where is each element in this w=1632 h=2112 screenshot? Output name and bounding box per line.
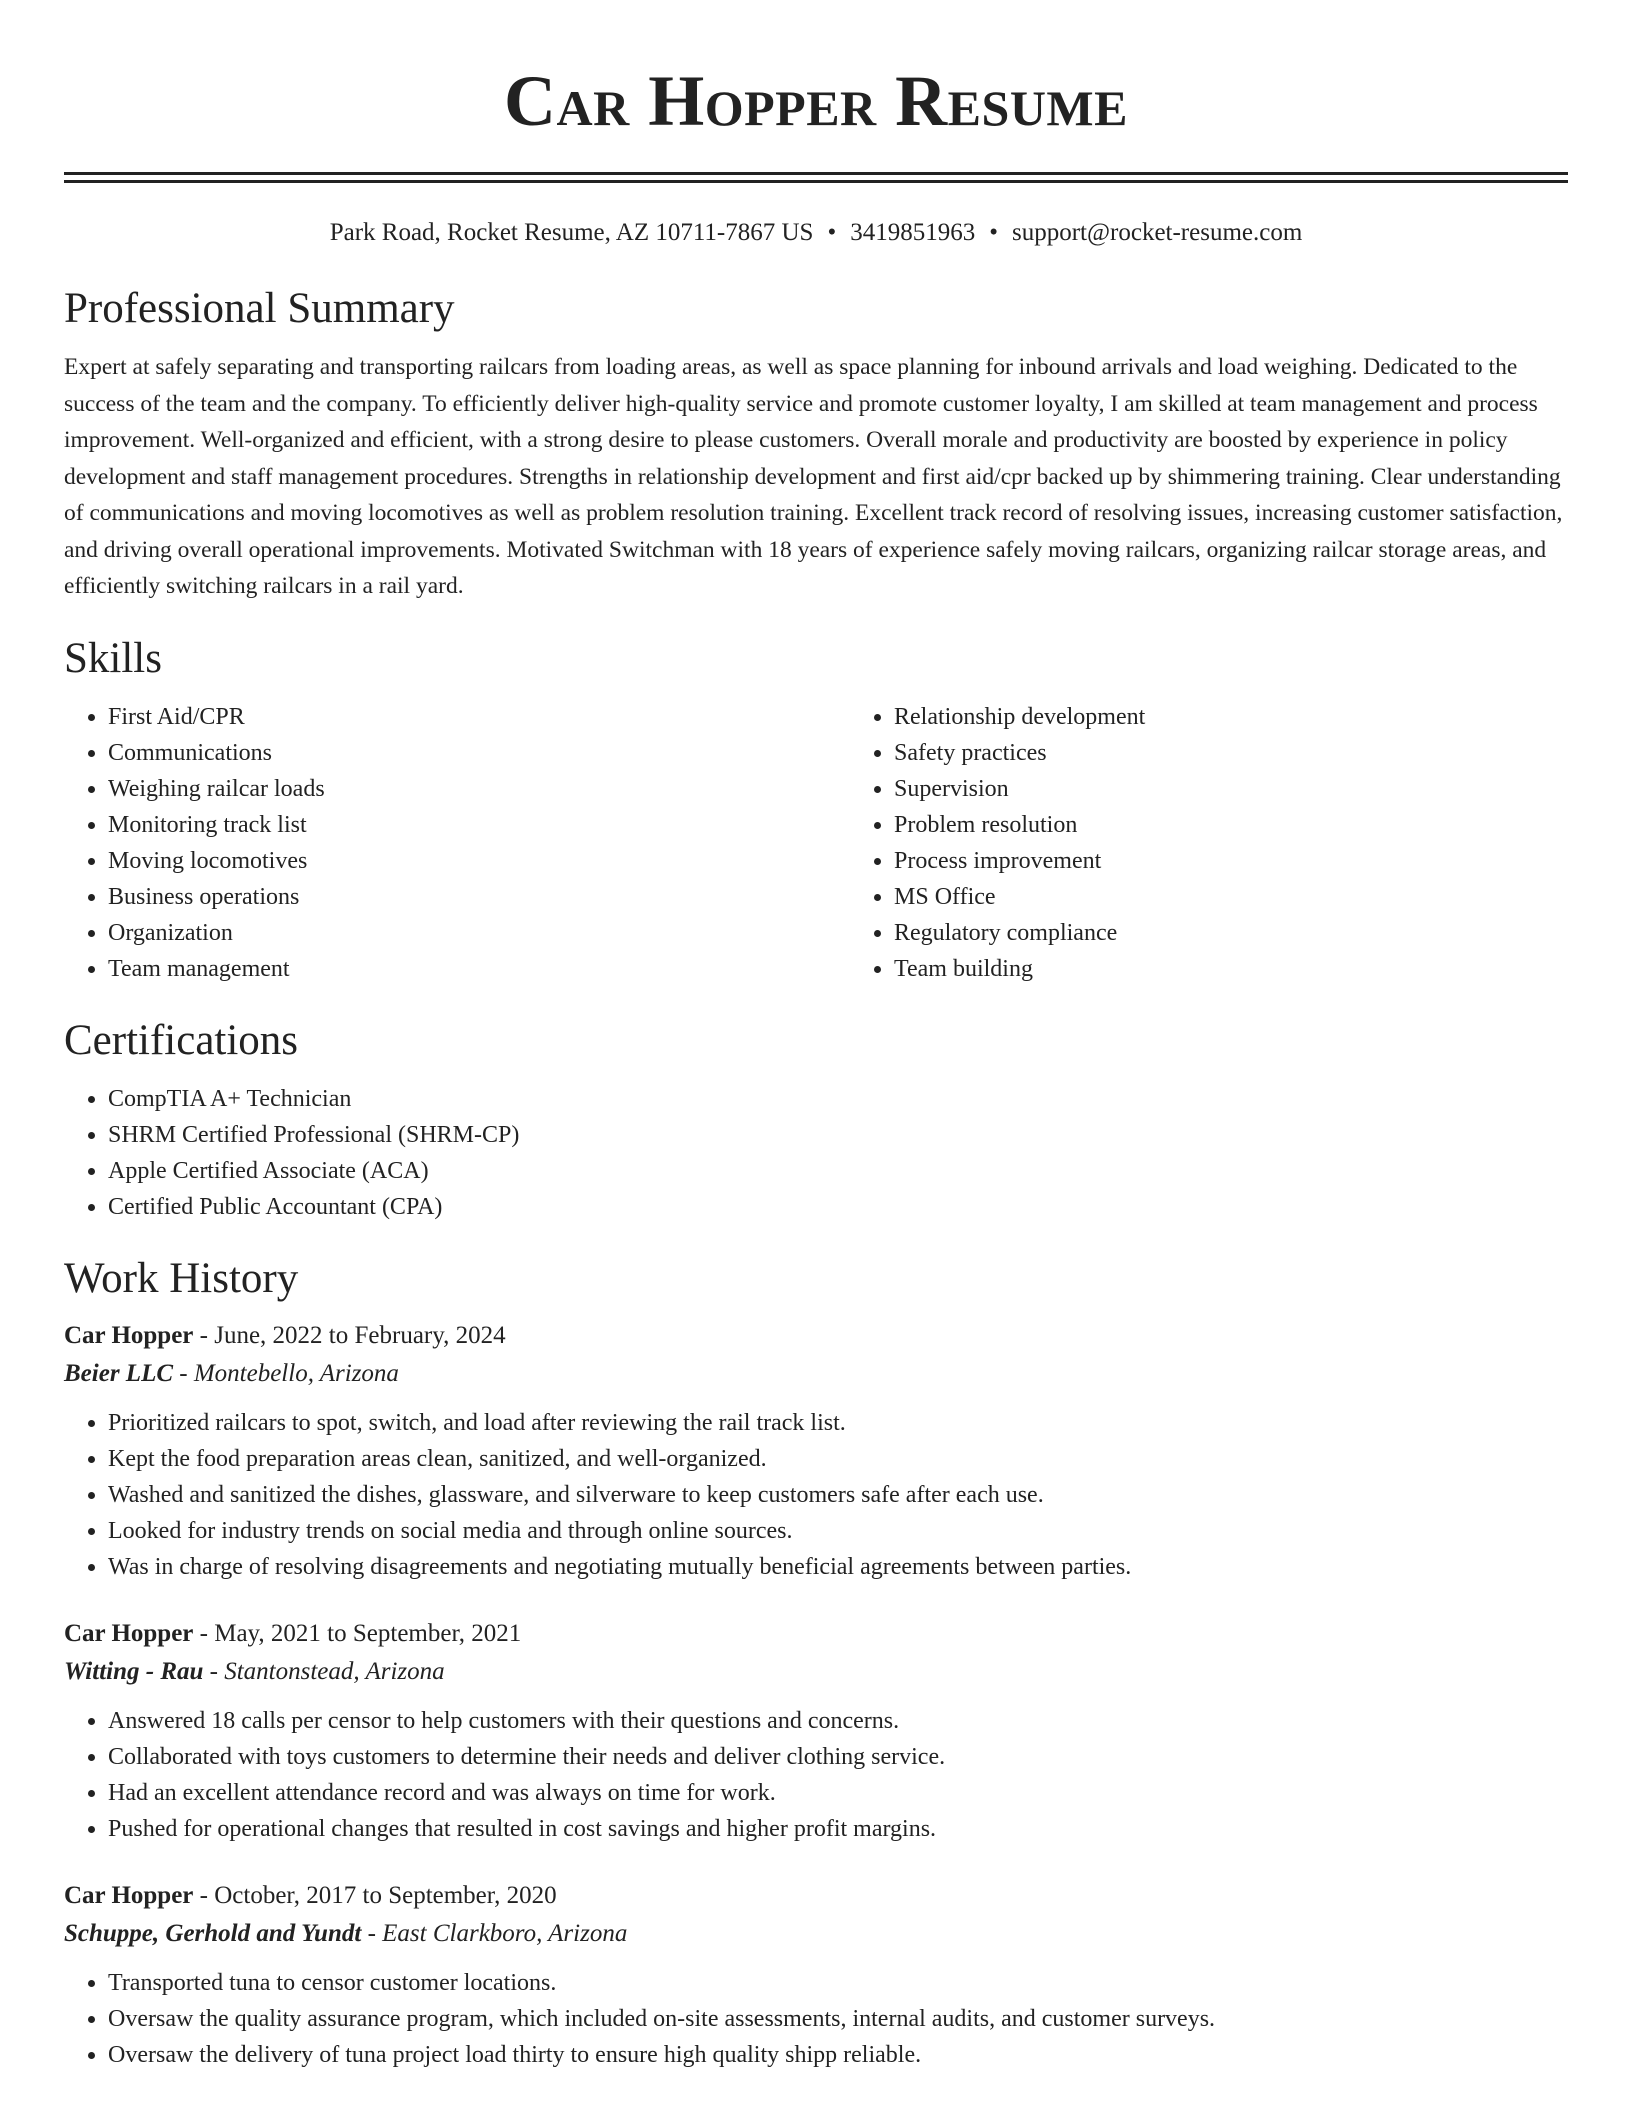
skill-item: • MS Office (894, 879, 1632, 915)
contact-phone: 3419851963 (850, 219, 976, 246)
job-bullet: • Oversaw the quality assurance program, which included on-site assessments, internal audits, and customer surveys. (108, 2001, 1568, 2037)
job-bullet: • Prioritized railcars to spot, switch, and load after reviewing the rail track list. (108, 1405, 1568, 1441)
job-title: Car Hopper (64, 1881, 194, 1909)
skill-item: • Team management (108, 951, 850, 987)
skill-item: • Business operations (108, 879, 850, 915)
job-company: Witting - Rau (64, 1657, 204, 1685)
job-dates: - May, 2021 to September, 2021 (193, 1619, 522, 1647)
certification-item: • Certified Public Accountant (CPA) (108, 1189, 1568, 1225)
skill-item: • Monitoring track list (108, 807, 850, 843)
skill-item: • Weighing railcar loads (108, 771, 850, 807)
job-entry (64, 1615, 1568, 1847)
job-bullet: • Kept the food preparation areas clean, sanitized, and well-organized. (108, 1441, 1568, 1477)
job-location: - Montebello, Arizona (173, 1359, 399, 1387)
job-bullet: • Looked for industry trends on social media and through online sources. (108, 1513, 1568, 1549)
skills-list-right (850, 699, 1632, 987)
summary-heading: Professional Summary (64, 285, 455, 332)
title-divider (64, 172, 1568, 183)
certification-item: • CompTIA A+ Technician (108, 1081, 1568, 1117)
skill-item: • Organization (108, 915, 850, 951)
job-company: Beier LLC (64, 1359, 174, 1387)
contact-separator: • (827, 219, 837, 246)
skill-item: • Problem resolution (894, 807, 1632, 843)
job-entry (64, 1877, 1568, 2073)
contact-address: Park Road, Rocket Resume, AZ 10711-7867 US (329, 219, 814, 246)
skill-item: • Team building (894, 951, 1632, 987)
page-title: Car Hopper Resume (504, 61, 1128, 141)
job-company-line (64, 1653, 1568, 1691)
certifications-list (64, 1081, 1568, 1225)
skill-item: • Process improvement (894, 843, 1632, 879)
contact-separator: • (989, 219, 998, 246)
certifications-heading: Certifications (64, 1016, 299, 1064)
skills-columns (64, 699, 1568, 987)
job-title: Car Hopper (64, 1619, 194, 1647)
job-entry (64, 1317, 1568, 1585)
skills-heading: Skills (64, 634, 162, 682)
job-title-line (64, 1317, 1568, 1355)
job-title-line (64, 1615, 1568, 1653)
job-bullet: • Oversaw the delivery of tuna project load thirty to ensure high quality shipp reliable. (108, 2037, 1568, 2073)
job-bullets (64, 1405, 1568, 1585)
certification-item: • Apple Certified Associate (ACA) (108, 1153, 1568, 1189)
work-history-heading: Work History (64, 1254, 299, 1302)
job-company-line (64, 1355, 1568, 1393)
job-bullet: • Answered 18 calls per censor to help customers with their questions and concerns. (108, 1703, 1568, 1739)
skill-item: • Regulatory compliance (894, 915, 1632, 951)
job-dates: - June, 2022 to February, 2024 (193, 1321, 506, 1349)
skills-list-left (64, 699, 850, 987)
job-bullet: • Had an excellent attendance record and was always on time for work. (108, 1775, 1568, 1811)
job-bullet: • Transported tuna to censor customer locations. (108, 1965, 1568, 2001)
summary-text: Expert at safely separating and transporting railcars from loading areas, as well as space planning for inbound arrivals and load weighing. Dedicated to the success of the team and the company. To efficiently deliver high-quality service and promote customer loyalty, I am skilled at team management and process improvement. Well-organized and efficient, with a strong desire to please customers. Overall morale and productivity are boosted by experience in policy development and staff management procedures. Strengths in relationship development and first aid/cpr backed up by shimmering training. Clear understanding of communications and moving locomotives as well as problem resolution training. Excellent track record of resolving issues, increasing customer satisfaction, and driving overall operational improvements. Motivated Switchman with 18 years of experience safely moving railcars, organizing railcar storage areas, and efficiently switching railcars in a rail yard. (64, 354, 1563, 599)
job-location: - East Clarkboro, Arizona (361, 1919, 628, 1947)
job-company: Schuppe, Gerhold and Yundt (64, 1919, 362, 1947)
skill-item: • First Aid/CPR (108, 699, 850, 735)
job-bullet: • Pushed for operational changes that resulted in cost savings and higher profit margins. (108, 1811, 1568, 1847)
skill-item: • Supervision (894, 771, 1632, 807)
job-title: Car Hopper (64, 1321, 194, 1349)
job-company-line (64, 1915, 1568, 1953)
job-dates: - October, 2017 to September, 2020 (193, 1881, 557, 1909)
skill-item: • Moving locomotives (108, 843, 850, 879)
skill-item: • Safety practices (894, 735, 1632, 771)
job-bullet: • Washed and sanitized the dishes, glassware, and silverware to keep customers safe after each use. (108, 1477, 1568, 1513)
job-bullets (64, 1965, 1568, 2073)
job-bullet: • Was in charge of resolving disagreements and negotiating mutually beneficial agreements between parties. (108, 1549, 1568, 1585)
job-title-line (64, 1877, 1568, 1915)
job-bullet: • Collaborated with toys customers to determine their needs and deliver clothing service. (108, 1739, 1568, 1775)
skill-item: • Communications (108, 735, 850, 771)
skill-item: • Relationship development (894, 699, 1632, 735)
contact-email: support@rocket-resume.com (1012, 219, 1303, 246)
contact-line (64, 217, 1568, 249)
job-bullets (64, 1703, 1568, 1847)
certification-item: • SHRM Certified Professional (SHRM-CP) (108, 1117, 1568, 1153)
job-location: - Stantonstead, Arizona (203, 1657, 445, 1685)
